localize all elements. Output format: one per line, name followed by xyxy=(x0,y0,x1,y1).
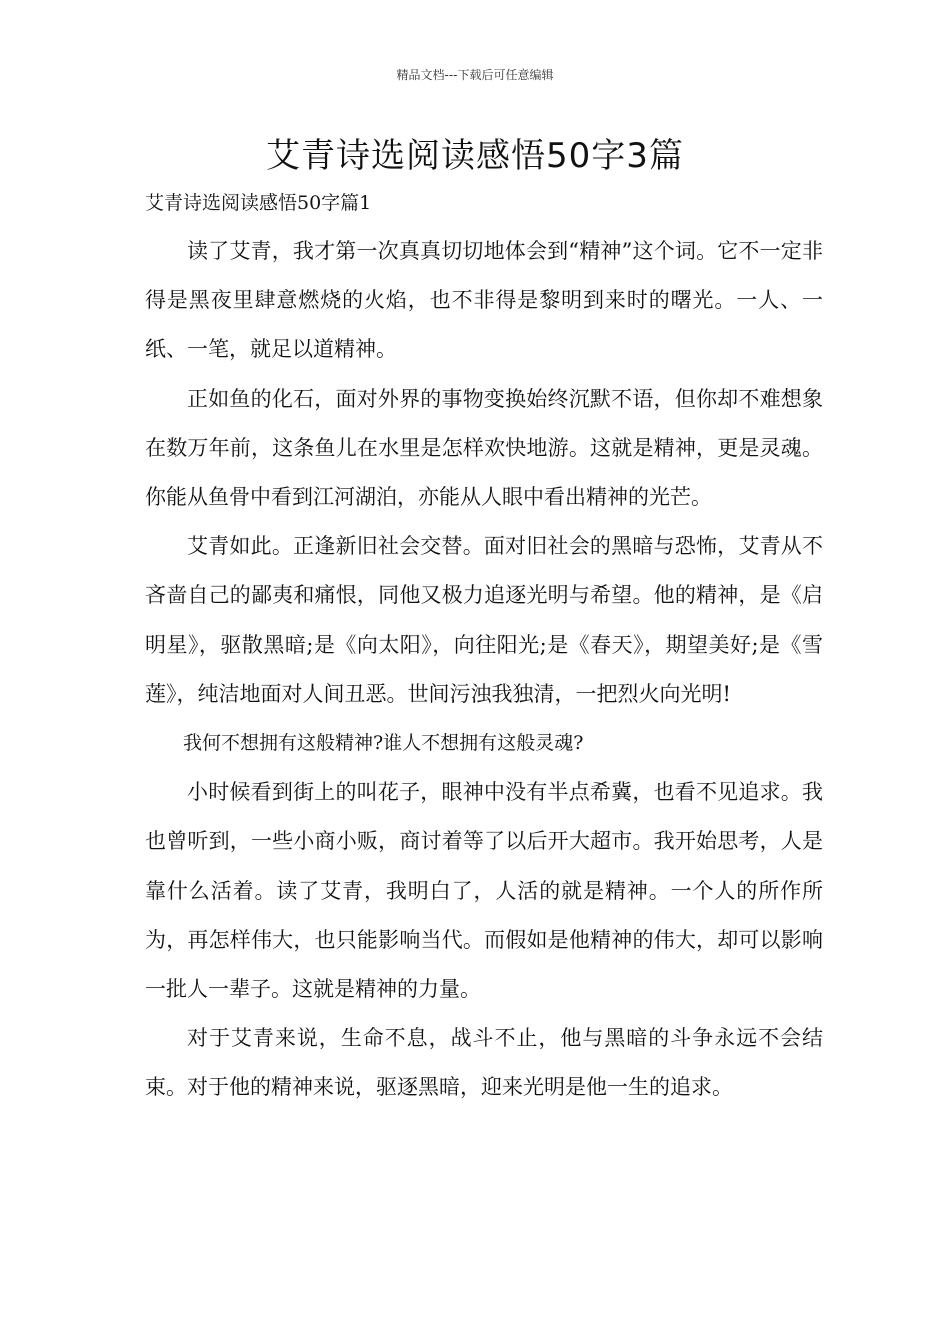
paragraph-5: 小时候看到街上的叫花子，眼神中没有半点希冀，也看不见追求。我也曾听到，一些小商小贩，商讨着等了以后开大超市。我开始思考，人是靠什么活着。读了艾青，我明白了，人活的就是精神。一个人的所作所为，再怎样伟大，也只能影响当代。而假如是他精神的伟大，却可以影响一批人一辈子。这就是精神的力量。 xyxy=(145,780,823,1002)
paragraph-1: 读了艾青，我才第一次真真切切地体会到“精神”这个词。它不一定非得是黑夜里肆意燃烧的火焰，也不非得是黎明到来时的曙光。一人、一纸、一笔，就足以道精神。 xyxy=(145,239,823,362)
section-heading: 艾青诗选阅读感悟50字篇1 xyxy=(145,192,372,214)
document-title: 艾青诗选阅读感悟50字3篇 xyxy=(266,136,684,176)
header-note: 精品文档---下载后可任意编辑 xyxy=(396,68,554,82)
paragraph-2: 正如鱼的化石，面对外界的事物变换始终沉默不语，但你却不难想象在数万年前，这条鱼儿在水里是怎样欢快地游。这就是精神，更是灵魂。你能从鱼骨中看到江河湖泊，亦能从人眼中看出精神的光芒。 xyxy=(145,386,823,510)
paragraph-3: 艾青如此。正逢新旧社会交替。面对旧社会的黑暗与恐怖，艾青从不吝啬自己的鄙夷和痛恨，同他又极力追逐光明与希望。他的精神，是《启明星》，驱散黑暗;是《向太阳》，向往阳光;是《春天》，期望美好;是《雪莲》，纯洁地面对人间丑恶。世间污浊我独清，一把烈火向光明! xyxy=(145,534,823,706)
paragraph-6: 对于艾青来说，生命不息，战斗不止，他与黑暗的斗争永远不会结束。对于他的精神来说，驱逐黑暗，迎来光明是他一生的追求。 xyxy=(145,1026,823,1100)
body-text xyxy=(145,227,823,1113)
paragraph-4: 我何不想拥有这般精神?谁人不想拥有这般灵魂? xyxy=(183,732,584,755)
